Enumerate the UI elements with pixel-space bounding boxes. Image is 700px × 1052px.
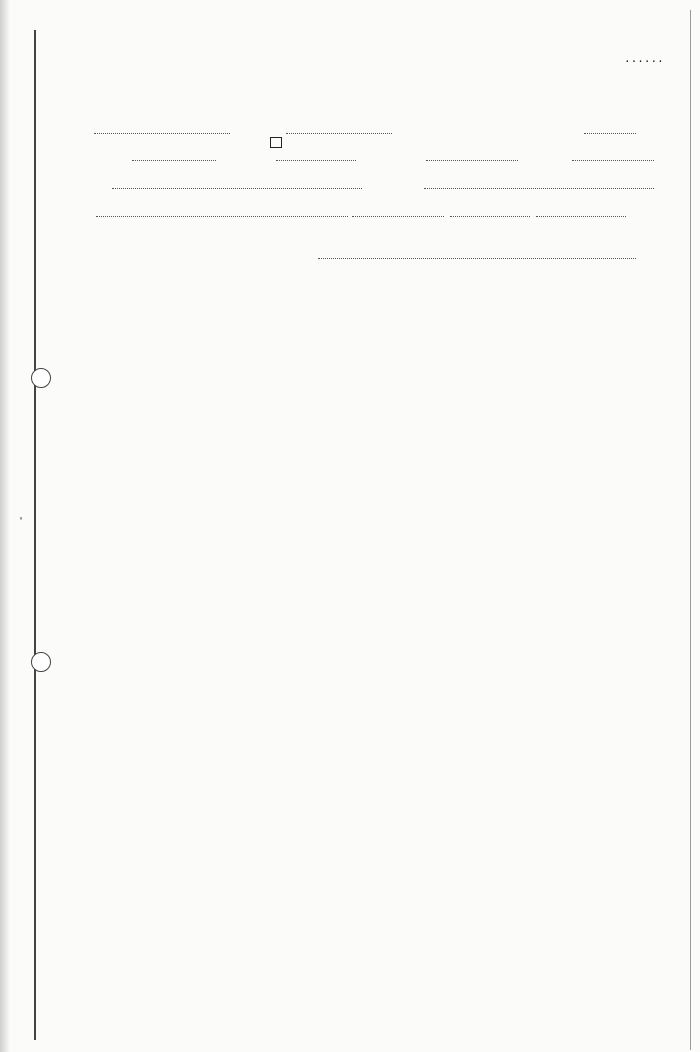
hole-punch-top: [31, 368, 51, 388]
hole-punch-bottom: [31, 652, 51, 672]
